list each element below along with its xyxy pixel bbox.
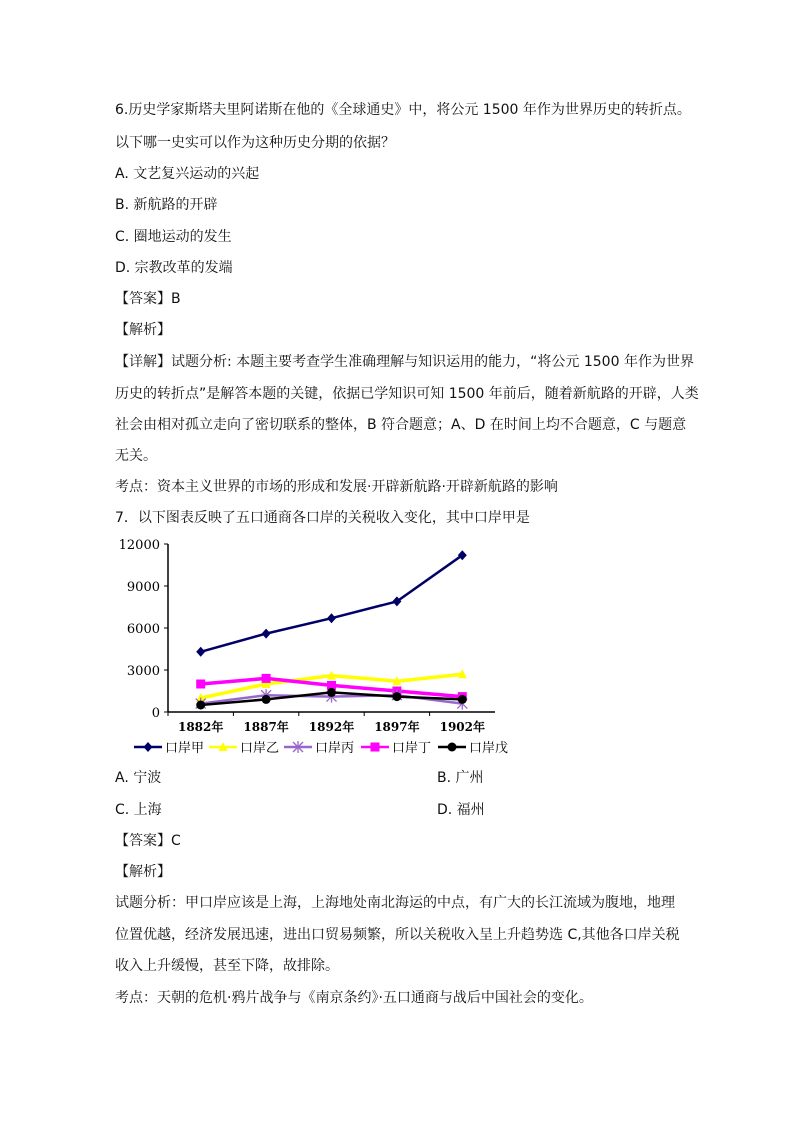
- q7-option-a: A. 宁波: [115, 770, 162, 786]
- chart-series: [196, 550, 468, 709]
- legend-marker: [144, 742, 153, 752]
- x-tick-label: 1887年: [243, 720, 289, 734]
- chart-legend: [134, 740, 508, 756]
- legend-marker: [448, 743, 457, 752]
- legend-label: 口岸戊: [469, 741, 509, 756]
- q6-detail-line1: 【详解】试题分析: 本题主要考查学生准确理解与知识运用的能力，“将公元 1500 年作为世界: [115, 354, 694, 370]
- data-point: [196, 647, 205, 657]
- y-tick-labels: [119, 538, 160, 721]
- q6-detail-line3: 社会由相对孤立走向了密切联系的整体，B 符合题意；A、D 在时间上均不合题意，C 与题意: [115, 417, 687, 433]
- series-line: [201, 555, 463, 652]
- legend-label: 口岸丁: [392, 741, 432, 756]
- data-point: [262, 674, 271, 683]
- legend-item: [284, 740, 354, 756]
- x-tick-label: 1897年: [374, 720, 420, 734]
- q7-stem: 7．以下图表反映了五口通商各口岸的关税收入变化，其中口岸甲是: [115, 510, 530, 526]
- data-point: [262, 629, 271, 639]
- x-tick-labels: [178, 719, 485, 734]
- q6-option-c: C. 圈地运动的发生: [115, 229, 232, 245]
- q6-stem-line2: 以下哪一史实可以作为这种历史分期的依据？: [115, 135, 395, 151]
- q6-answer: 【答案】B: [115, 291, 181, 307]
- q7-analysis-line1: 试题分析：甲口岸应该是上海，上海地处南北海运的中点，有广大的长江流域为腹地，地理: [115, 895, 675, 911]
- q6-detail-line4: 无关。: [115, 448, 157, 464]
- legend-item: [438, 740, 508, 756]
- data-point: [262, 695, 271, 704]
- data-point: [327, 613, 336, 623]
- q6-analysis-label: 【解析】: [115, 322, 171, 338]
- legend-label: 口岸丙: [315, 741, 355, 756]
- q6-stem-line1: 6.历史学家斯塔夫里阿诺斯在他的《全球通史》中，将公元 1500 年作为世界历史的转折点。: [115, 102, 691, 118]
- x-tick-label: 1902年: [439, 720, 486, 734]
- series-1: [196, 550, 467, 657]
- y-tick-label: 9000: [126, 580, 160, 595]
- legend-item: [134, 740, 204, 756]
- x-tick-label: 1892年: [308, 720, 355, 734]
- q6-kaodian: 考点：资本主义世界的市场的形成和发展·开辟新航路·开辟新航路的影响: [115, 479, 558, 495]
- data-point: [196, 701, 205, 710]
- tariff-line-chart: [110, 535, 510, 763]
- q7-option-c: C. 上海: [115, 802, 162, 818]
- q6-detail-line2: 历史的转折点”是解答本题的关键，依据已学知识可知 1500 年前后，随着新航路的开辟，人类: [115, 386, 699, 402]
- legend-marker: [371, 743, 380, 752]
- q6-option-a: A. 文艺复兴运动的兴起: [115, 166, 260, 182]
- x-tick-label: 1882年: [177, 720, 224, 734]
- legend-label: 口岸乙: [240, 741, 280, 756]
- q7-analysis-line2: 位置优越，经济发展迅速，进出口贸易频繁，所以关税收入呈上升趋势选 C,其他各口岸关税: [115, 927, 680, 943]
- y-tick-label: 3000: [126, 664, 160, 679]
- q7-kaodian: 考点：天朝的危机·鸦片战争与《南京条约》·五口通商与战后中国社会的变化。: [115, 990, 593, 1006]
- legend-item: [361, 740, 431, 756]
- q7-answer: 【答案】C: [115, 833, 181, 849]
- data-point: [327, 688, 336, 697]
- q6-option-b: B. 新航路的开辟: [115, 197, 218, 213]
- q6-option-d: D. 宗教改革的发端: [115, 260, 233, 276]
- data-point: [458, 695, 467, 704]
- q7-option-d: D. 福州: [437, 802, 485, 818]
- y-tick-label: 6000: [126, 622, 160, 637]
- q7-analysis-label: 【解析】: [115, 864, 171, 880]
- y-tick-label: 0: [151, 706, 160, 721]
- legend-item: [209, 740, 279, 756]
- data-point: [392, 692, 401, 701]
- legend-label: 口岸甲: [165, 741, 205, 756]
- q7-option-b: B. 广州: [437, 770, 484, 786]
- y-tick-label: 12000: [118, 538, 160, 553]
- data-point: [196, 680, 205, 689]
- q7-analysis-line3: 收入上升缓慢，甚至下降，故排除。: [115, 958, 339, 974]
